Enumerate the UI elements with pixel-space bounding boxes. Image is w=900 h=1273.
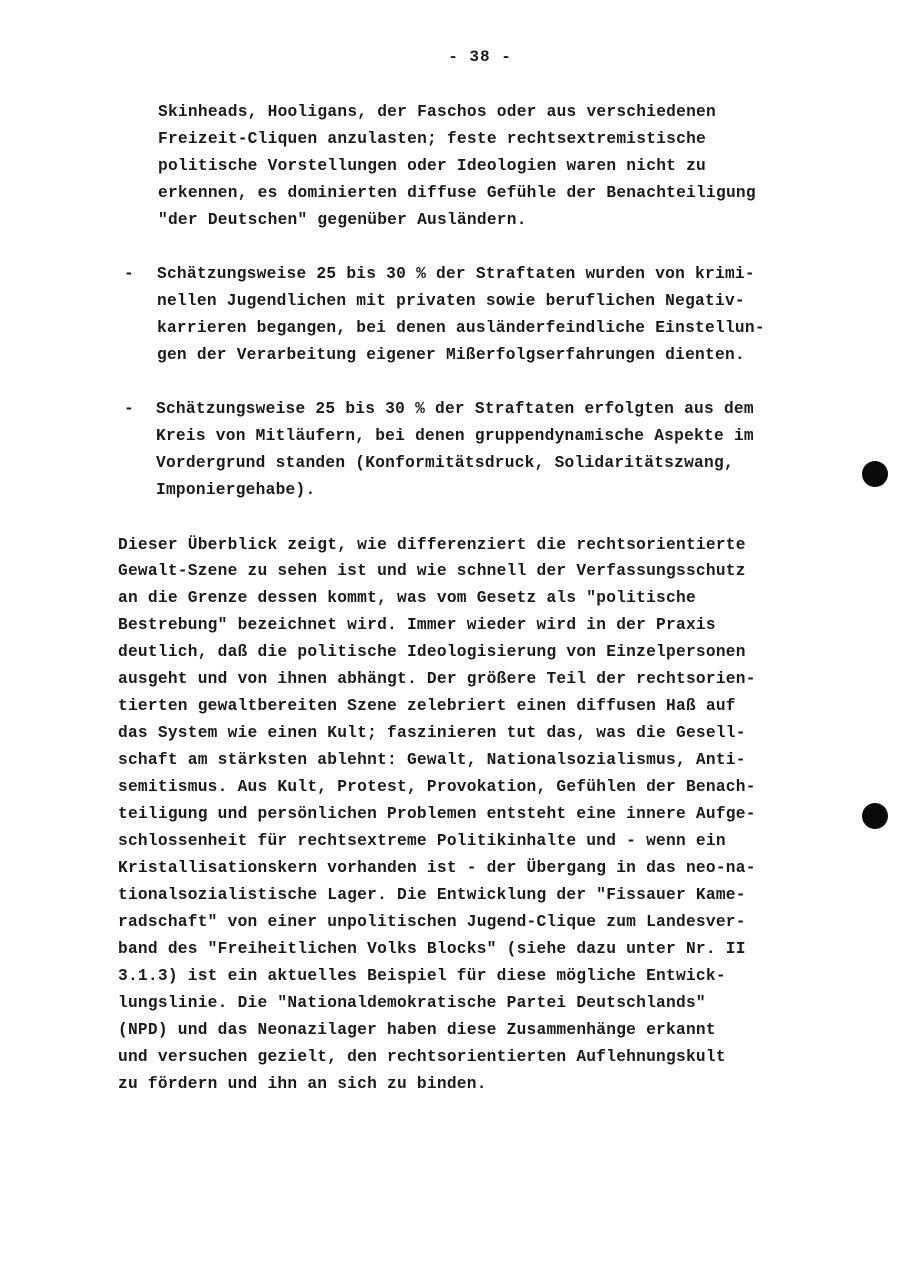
paragraph-line: lungslinie. Die "Nationaldemokratische Partei Deutschlands" (118, 994, 706, 1012)
paragraph-line: Gewalt-Szene zu sehen ist und wie schnell der Verfassungsschutz (118, 562, 746, 580)
paragraph-line: tionalsozialistische Lager. Die Entwicklung der "Fissauer Kame- (118, 886, 746, 904)
bullet-line: Vordergrund standen (Konformitätsdruck, Solidaritätszwang, (156, 454, 734, 472)
bullet-line: Kreis von Mitläufern, bei denen gruppendynamische Aspekte im (156, 427, 754, 445)
paragraph-line: 3.1.3) ist ein aktuelles Beispiel für diese mögliche Entwick- (118, 967, 726, 985)
paragraph-line: Bestrebung" bezeichnet wird. Immer wieder wird in der Praxis (118, 616, 716, 634)
punch-hole-mark (862, 461, 888, 487)
page-number: - 38 - (448, 48, 512, 66)
continuation-line: "der Deutschen" gegenüber Ausländern. (158, 211, 527, 229)
continuation-line: politische Vorstellungen oder Ideologien waren nicht zu (158, 157, 707, 175)
bullet-line: Schätzungsweise 25 bis 30 % der Straftaten erfolgten aus dem (156, 400, 754, 418)
bullet-line: gen der Verarbeitung eigener Mißerfolgserfahrungen dienten. (157, 346, 745, 364)
bullet-line: karrieren begangen, bei denen ausländerfeindliche Einstellun- (157, 319, 765, 337)
paragraph-line: (NPD) und das Neonazilager haben diese Zusammenhänge erkannt (118, 1021, 716, 1039)
paragraph-line: an die Grenze dessen kommt, was vom Gesetz als "politische (118, 589, 696, 607)
paragraph-line: radschaft" von einer unpolitischen Jugend-Clique zum Landesver- (118, 913, 746, 931)
continuation-line: Freizeit-Cliquen anzulasten; feste rechtsextremistische (158, 130, 707, 148)
paragraph-line: ausgeht und von ihnen abhängt. Der größere Teil der rechtsorien- (118, 670, 756, 688)
punch-hole-mark (862, 803, 888, 829)
paragraph-line: schaft am stärksten ablehnt: Gewalt, Nationalsozialismus, Anti- (118, 751, 746, 769)
paragraph-line: teiligung und persönlichen Problemen entsteht eine innere Aufge- (118, 805, 756, 823)
continuation-line: Skinheads, Hooligans, der Faschos oder aus verschiedenen (158, 103, 716, 121)
bullet-line: Imponiergehabe). (156, 481, 316, 499)
paragraph-line: Dieser Überblick zeigt, wie differenziert die rechtsorientierte (118, 536, 746, 554)
bullet-dash: - (124, 400, 134, 418)
paragraph-line: das System wie einen Kult; faszinieren tut das, was die Gesell- (118, 724, 746, 742)
bullet-line: nellen Jugendlichen mit privaten sowie beruflichen Negativ- (157, 292, 745, 310)
paragraph-line: zu fördern und ihn an sich zu binden. (118, 1075, 487, 1093)
paragraph-line: und versuchen gezielt, den rechtsorientierten Auflehnungskult (118, 1048, 726, 1066)
paragraph-line: tierten gewaltbereiten Szene zelebriert einen diffusen Haß auf (118, 697, 736, 715)
continuation-line: erkennen, es dominierten diffuse Gefühle der Benachteiligung (158, 184, 756, 202)
bullet-line: Schätzungsweise 25 bis 30 % der Straftaten wurden von krimi- (157, 265, 755, 283)
paragraph-line: Kristallisationskern vorhanden ist - der Übergang in das neo-na- (118, 859, 756, 877)
paragraph-line: band des "Freiheitlichen Volks Blocks" (siehe dazu unter Nr. II (118, 940, 746, 958)
bullet-dash: - (124, 265, 134, 283)
paragraph-line: deutlich, daß die politische Ideologisierung von Einzelpersonen (118, 643, 746, 661)
paragraph-line: semitismus. Aus Kult, Protest, Provokation, Gefühlen der Benach- (118, 778, 756, 796)
paragraph-line: schlossenheit für rechtsextreme Politikinhalte und - wenn ein (118, 832, 726, 850)
